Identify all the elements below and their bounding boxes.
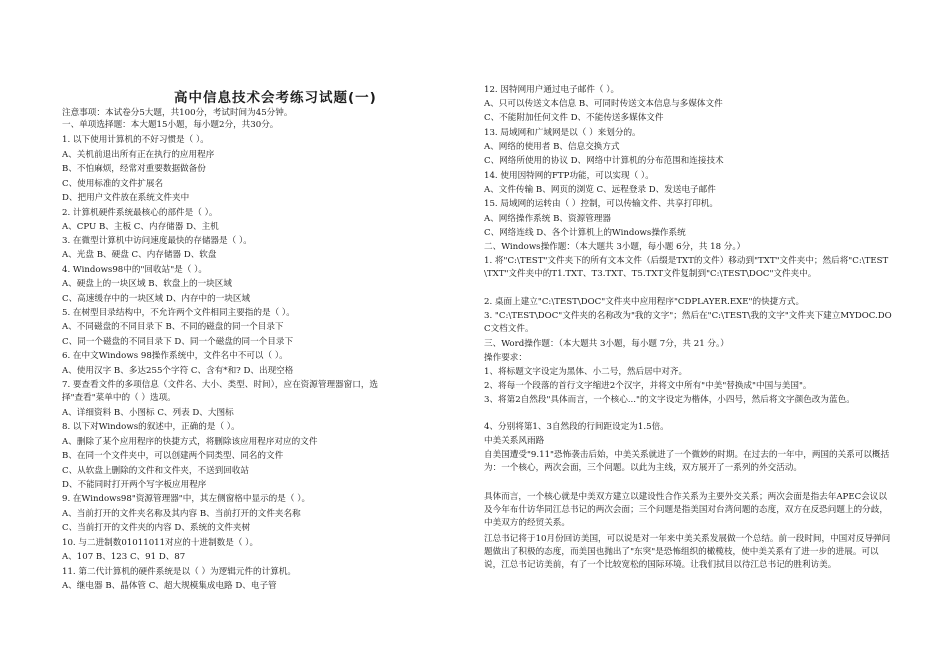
paragraph: 4、分别将第1、3自然段的行间距设定为1.5倍。 <box>484 422 669 432</box>
article-title: 中美关系风雨路 <box>484 436 545 446</box>
text-line: A、网络的使用者 B、信息交换方式 <box>484 142 620 152</box>
paragraph: 具体而言，一个核心就是中美双方建立以建设性合作关系为主要外交关系；两次会面是指去年APEC会议以及今年布什访华同江总书记的两次会面；三个问题是指美国对台湾问题的态度，双方在反恐问题上的分歧，中美双方的经贸关系。 <box>484 492 888 528</box>
paragraph: 3、将第2自然段"具体而言，一个核心..."的文字设定为楷体，小四号，然后将文字颜色改为蓝色。 <box>484 395 855 405</box>
text-line: D、把用户文件放在系统文件夹中 <box>62 193 190 203</box>
text-line: 2. 计算机硬件系统最核心的部件是（ ）。 <box>62 208 218 218</box>
text-line: 二、Windows操作题：（本大题共 3小题，每小题 6分，共 18 分。） <box>484 242 746 252</box>
text-line: C、当前打开的文件夹的内容 D、系统的文件夹树 <box>62 523 251 533</box>
text-line: 注意事项：本试卷分5大题，共100分，考试时间为45分钟。 <box>62 108 293 118</box>
text-line: A、不同磁盘的不同目录下 B、不同的磁盘的同一个目录下 <box>62 322 284 332</box>
text-line: A、使用汉字 B、多达255个字符 C、含有*和? D、出现空格 <box>62 366 294 376</box>
page-title: 高中信息技术会考练习试题(一) <box>174 90 377 106</box>
text-line: A、光盘 B、硬盘 C、内存储器 D、软盘 <box>62 250 217 260</box>
text-line: 12. 因特网用户通过电子邮件（ ）。 <box>484 85 620 95</box>
text-line: A、删除了某个应用程序的快捷方式，将删除该应用程序对应的文件 <box>62 437 318 447</box>
text-line: A、硬盘上的一块区域 B、软盘上的一块区域 <box>62 279 232 289</box>
text-line: 6. 在中文Windows 98操作系统中，文件名中不可以（ ）。 <box>62 351 288 361</box>
text-line: 5. 在树型目录结构中，不允许两个文件相同主要指的是（ ）。 <box>62 308 295 318</box>
text-line: A、关机前退出所有正在执行的应用程序 <box>62 150 215 160</box>
paragraph: 1. 将"C:\TEST"文件夹下的所有文本文件（后缀是TXT的文件）移动到"TXT"文件夹中；然后将"C:\TEST\TXT"文件夹中的T1.TXT、T3.TXT、T5.TXT文件复制到"C:\TEST\DOC"文件夹中。 <box>484 256 889 279</box>
text-line: A、网络操作系统 B、资源管理器 <box>484 214 611 224</box>
text-line: C、从软盘上删除的文件和文件夹，不送到回收站 <box>62 466 250 476</box>
text-line: C、不能附加任何文件 D、不能传送多媒体文件 <box>484 113 664 123</box>
paragraph: 操作要求： <box>484 353 527 363</box>
text-line: B、在同一个文件夹中，可以创建两个同类型、同名的文件 <box>62 451 284 461</box>
text-line: B、不怕麻烦，经常对重要数据做备份 <box>62 164 206 174</box>
paragraph: 三、Word操作题：（本大题共 3小题，每小题 7分，共 21 分。） <box>484 339 729 349</box>
text-line: 8. 以下对Windows的叙述中，正确的是（ ）。 <box>62 422 240 432</box>
text-line: C、网络所使用的协议 D、网络中计算机的分布范围和连接技术 <box>484 156 724 166</box>
text-line: A、详细资料 B、小图标 C、列表 D、大图标 <box>62 408 234 418</box>
paragraph: 1、将标题文字设定为黑体、小二号，然后居中对齐。 <box>484 367 688 377</box>
paragraph: 江总书记将于10月份回访美国，可以说是对一年来中美关系发展做一个总结。前一段时间，中国对反导弹问题做出了积极的态度，而美国也抛出了"东突"是恐怖组织的橄榄枝，使中美关系有了进一步的进展。可以说，江总书记访美前，有了一个比较宽松的国际环境。让我们拭目以待江总书记的胜利访美。 <box>484 534 891 570</box>
paragraph: 自美国遭受"9.11"恐怖袭击后始，中美关系就进了一个微妙的时期。在过去的一年中，两国的关系可以概括为：一个核心，两次会面，三个问题。以此为主线，双方展开了一系列的外交活动。 <box>484 450 890 473</box>
text-line: 13. 局域网和广域网是以（ ）来划分的。 <box>484 128 641 138</box>
paragraph: 2. 桌面上建立"C:\TEST\DOC"文件夹中应用程序"CDPLAYER.EXE"的快捷方式。 <box>484 297 805 307</box>
text-line: A、当前打开的文件夹名称及其内容 B、当前打开的文件夹名称 <box>62 509 301 519</box>
paragraph: 2、将每一个段落的首行文字缩进2个汉字，并将文中所有"中美"替换成"中国与美国"。 <box>484 381 812 391</box>
text-line: 7. 要查看文件的多项信息（文件名、大小、类型、时间），应在资源管理器窗口，选 <box>62 380 379 390</box>
text-line: A、107 B、123 C、91 D、87 <box>62 552 186 562</box>
text-line: A、CPU B、主板 C、内存储器 D、主机 <box>62 222 219 232</box>
text-line: A、只可以传送文本信息 B、可同时传送文本信息与多媒体文件 <box>484 99 723 109</box>
text-line: 10. 与二进制数01011011对应的十进制数是（ ）。 <box>62 538 259 548</box>
text-line: 4. Windows98中的"回收站"是（ ）。 <box>62 265 207 275</box>
text-line: 3. 在微型计算机中访问速度最快的存储器是（ ）。 <box>62 236 252 246</box>
text-line: 15. 局域网的运转由（ ）控制，可以传输文件、共享打印机。 <box>484 199 718 209</box>
text-line: D、不能同时打开两个写字板应用程序 <box>62 480 207 490</box>
text-line: 14. 使用因特网的FTP功能，可以实现（ ）。 <box>484 171 654 181</box>
text-line: 择"查看"菜单中的（ ）选项。 <box>62 393 176 403</box>
text-line: 11. 第二代计算机的硬件系统是以（ ）为逻辑元件的计算机。 <box>62 567 296 577</box>
text-line: C、使用标准的文件扩展名 <box>62 179 164 189</box>
text-line: C、高速缓存中的一块区域 D、内存中的一块区域 <box>62 294 251 304</box>
paragraph: 3. "C:\TEST\DOC"文件夹的名称改为"我的文字"；然后在"C:\TEST\我的文字"文件夹下建立MYDOC.DOC文档文件。 <box>484 311 892 334</box>
text-line: 1. 以下使用计算机的不好习惯是（ ）。 <box>62 135 209 145</box>
text-line: 一、单项选择题：本大题15小题，每小题2分，共30分。 <box>62 120 279 130</box>
text-line: 9. 在Windows98"资源管理器"中，其左侧窗格中显示的是（ ）。 <box>62 494 311 504</box>
text-line: C、同一个磁盘的不同目录下 D、同一个磁盘的同一个目录下 <box>62 337 294 347</box>
text-line: C、网络连线 D、各个计算机上的Windows操作系统 <box>484 228 686 238</box>
text-line: A、文件传输 B、网页的浏览 C、远程登录 D、发送电子邮件 <box>484 185 716 195</box>
text-line: A、继电器 B、晶体管 C、超大规模集成电路 D、电子管 <box>62 581 277 591</box>
